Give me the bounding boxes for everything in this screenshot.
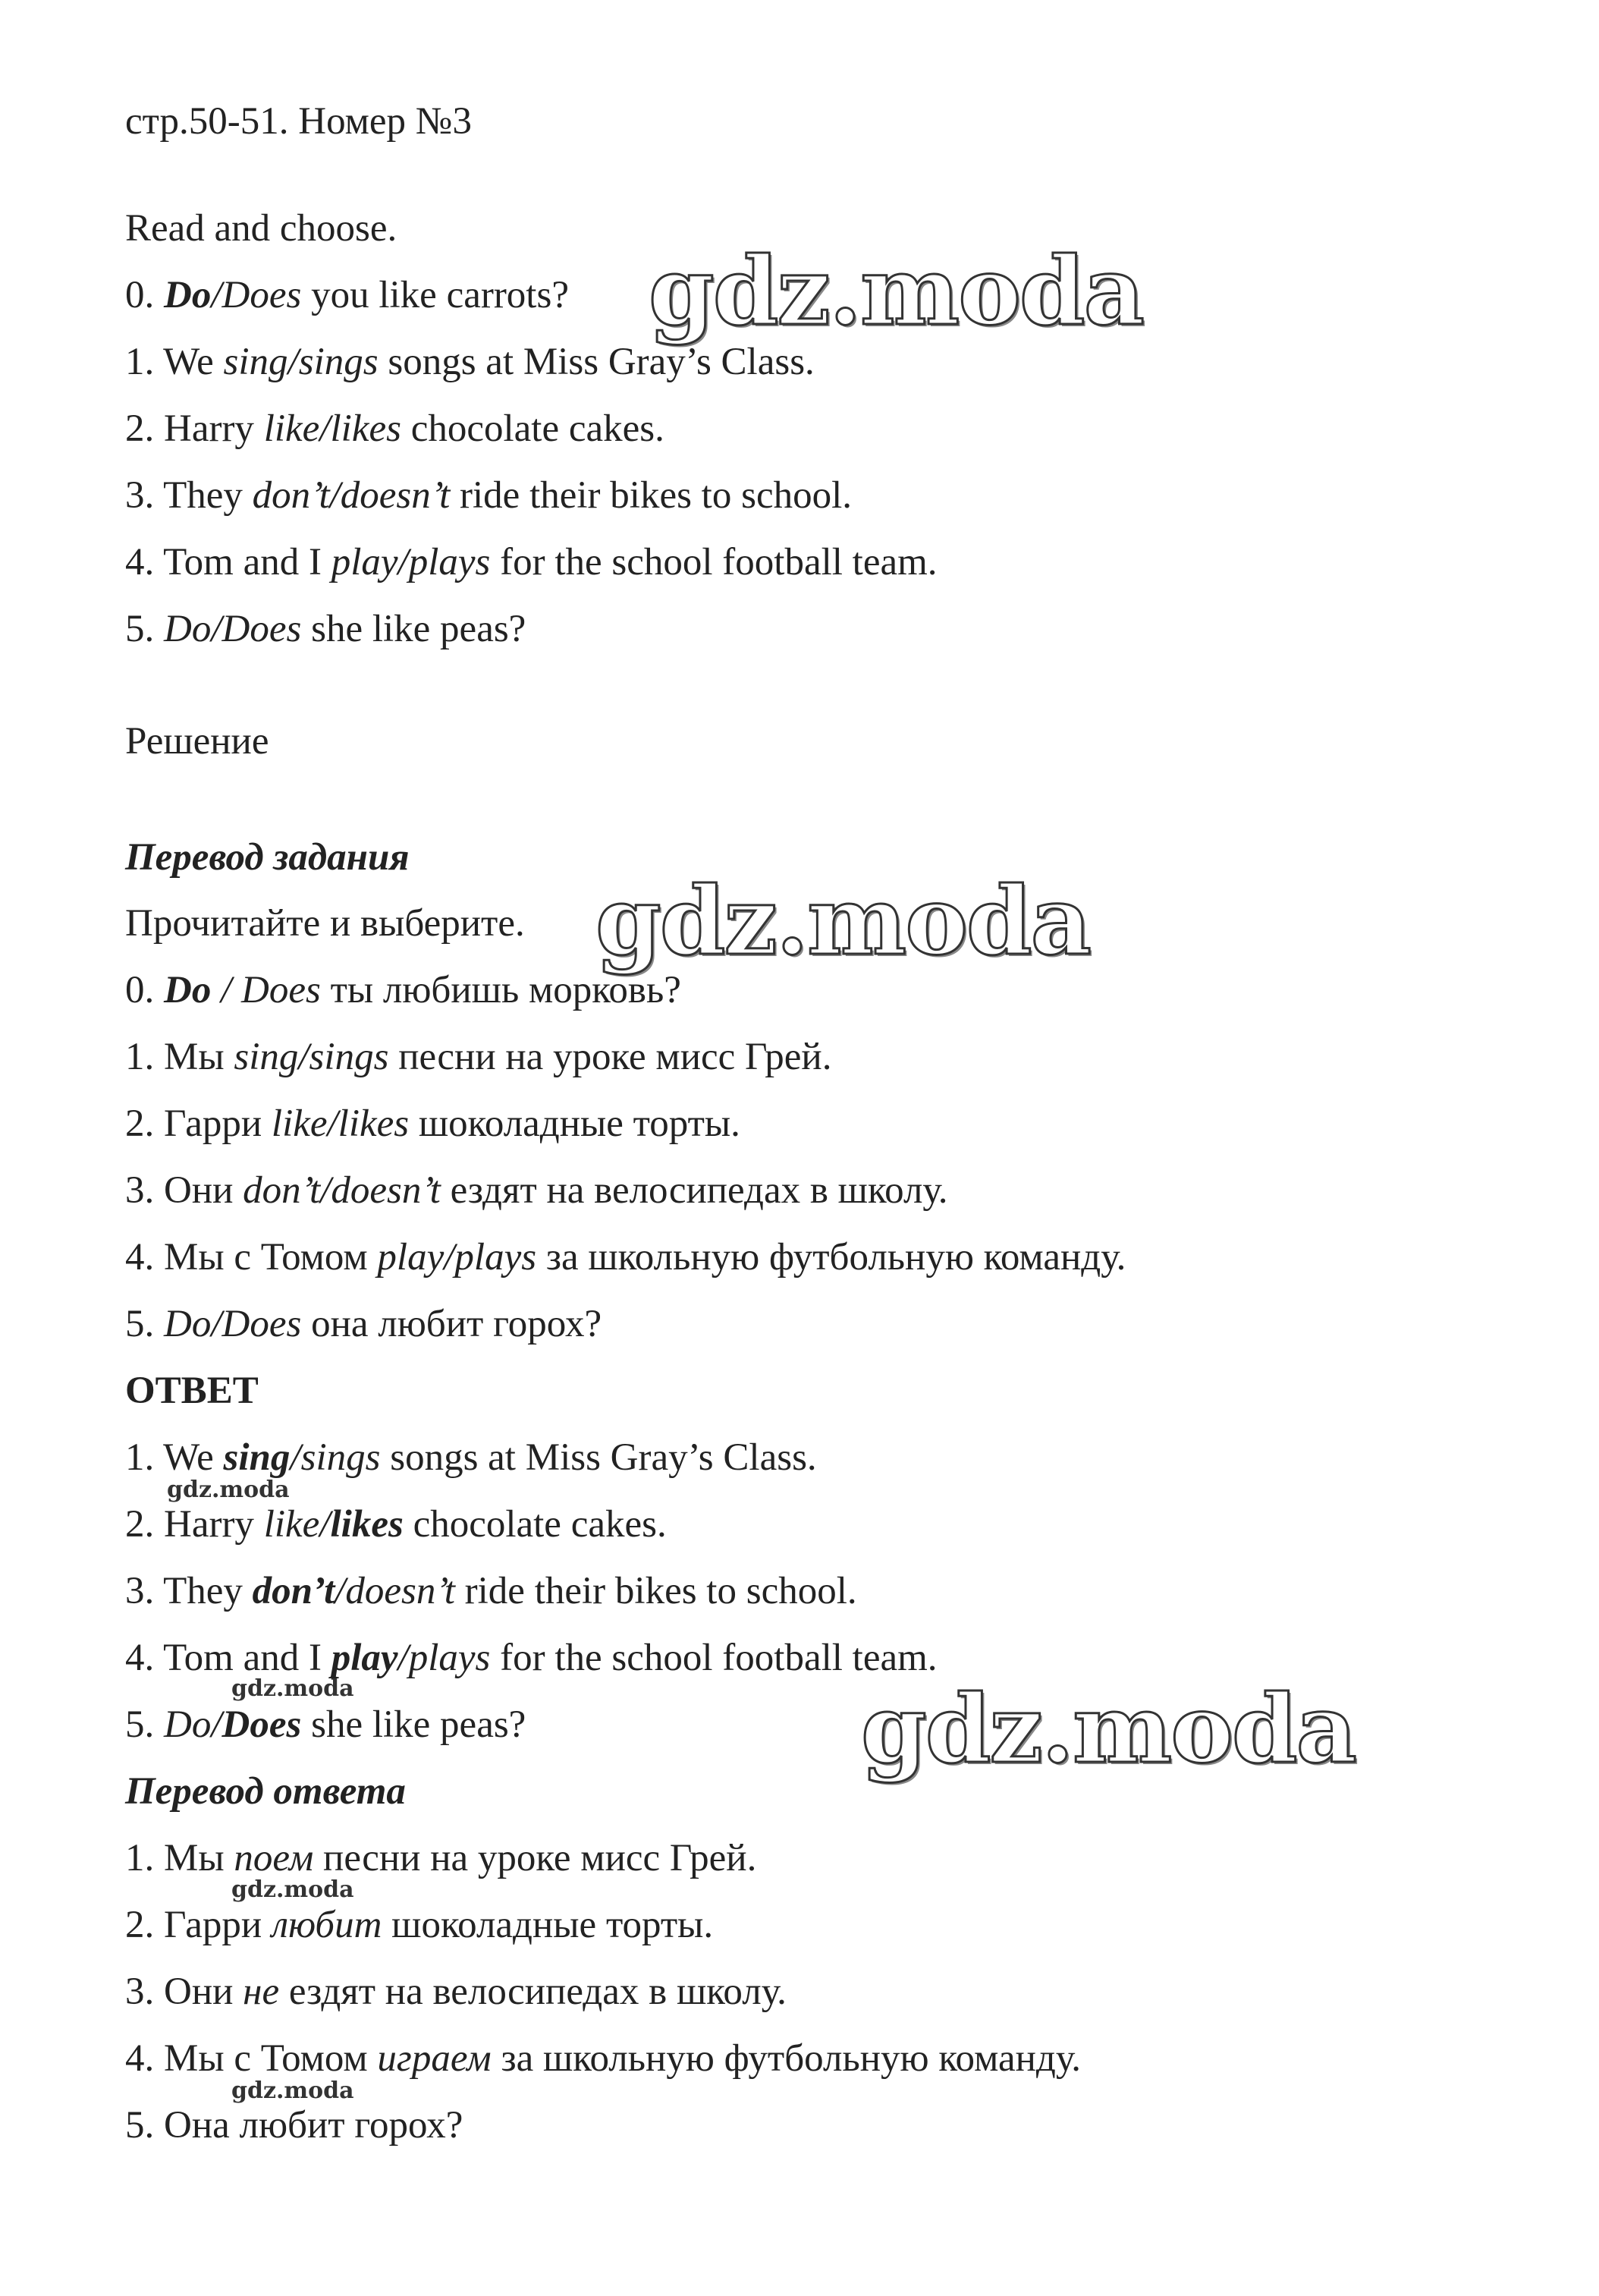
translation-item: 1. Мы sing/sings песни на уроке мисс Грей. — [125, 1036, 832, 1078]
watermark-logo: gdz.moda — [649, 237, 1143, 347]
answer-heading: ОТВЕТ — [125, 1370, 259, 1412]
watermark-small: gdz.moda — [167, 1477, 290, 1503]
page-title: стр.50-51. Номер №3 — [125, 100, 472, 143]
translation-item: 3. Они don’t/doesn’t ездят на велосипедах в школу. — [125, 1169, 948, 1212]
answer-item: 5. Do/Does she like peas? — [125, 1703, 526, 1746]
task-item: 3. They don’t/doesn’t ride their bikes to school. — [125, 474, 853, 517]
answer-translation-item: 5. Она любит горох? — [125, 2104, 463, 2147]
translation-item: 4. Мы с Томом play/plays за школьную футбольную команду. — [125, 1236, 1126, 1279]
answer-item: 1. We sing/sings songs at Miss Gray’s Class. — [125, 1436, 817, 1479]
answer-item: 4. Tom and I play/plays for the school football team. — [125, 1637, 938, 1679]
watermark-logo: gdz.moda — [595, 867, 1090, 977]
answer-translation-item: 3. Они не ездят на велосипедах в школу. — [125, 1970, 787, 2013]
task-item: 5. Do/Does she like peas? — [125, 608, 526, 650]
task-instruction: Read and choose. — [125, 207, 397, 250]
answer-item: 2. Harry like/likes chocolate cakes. — [125, 1503, 667, 1546]
translation-heading: Перевод задания — [125, 836, 410, 879]
solution-label: Решение — [125, 720, 269, 763]
task-item: 2. Harry like/likes chocolate cakes. — [125, 407, 664, 450]
watermark-small: gdz.moda — [231, 1675, 354, 1702]
watermark-small: gdz.moda — [231, 2077, 354, 2104]
answer-item: 3. They don’t/doesn’t ride their bikes to school. — [125, 1570, 857, 1612]
translation-item: 0. Do / Does ты любишь морковь? — [125, 969, 681, 1011]
translation-item: 2. Гарри like/likes шоколадные торты. — [125, 1102, 740, 1145]
answer-translation-item: 1. Мы поем песни на уроке мисс Грей. — [125, 1837, 757, 1879]
translation-instruction: Прочитайте и выберите. — [125, 902, 525, 945]
translation-item: 5. Do/Does она любит горох? — [125, 1303, 602, 1345]
watermark-small: gdz.moda — [231, 1876, 354, 1903]
task-item: 1. We sing/sings songs at Miss Gray’s Class. — [125, 341, 815, 383]
watermark-logo: gdz.moda — [861, 1675, 1356, 1785]
task-item: 4. Tom and I play/plays for the school football team. — [125, 541, 938, 583]
answer-translation-heading: Перевод ответа — [125, 1770, 406, 1813]
answer-translation-item: 2. Гарри любит шоколадные торты. — [125, 1904, 714, 1946]
task-item: 0. Do/Does you like carrots? — [125, 274, 569, 316]
answer-translation-item: 4. Мы с Томом играем за школьную футбольную команду. — [125, 2037, 1082, 2080]
